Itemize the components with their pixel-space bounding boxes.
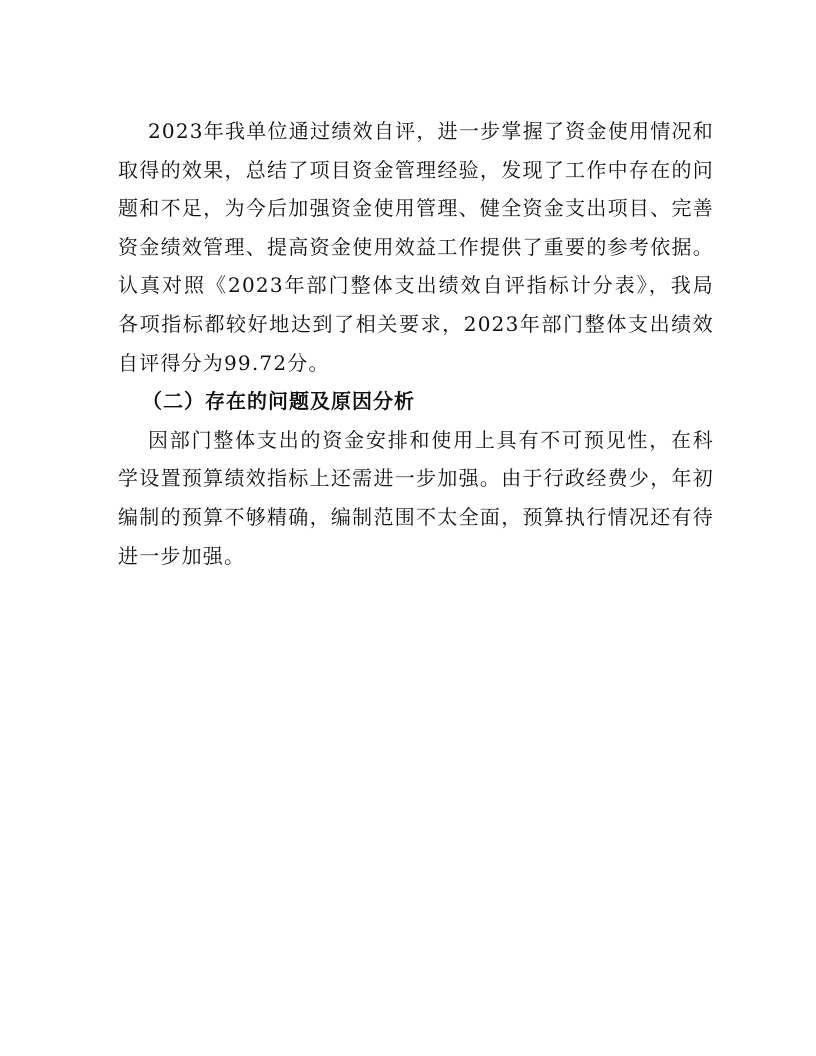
document-body [118,112,714,575]
section-heading-problems: （二）存在的问题及原因分析 [142,389,415,414]
body-paragraph-problems: 因部门整体支出的资金安排和使用上具有不可预见性，在科学设置预算绩效指标上还需进一步加强。由于行政经费少，年初编制的预算不够精确，编制范围不太全面，预算执行情况还有待进一步加强。 [118,427,714,568]
body-paragraph-self-evaluation: 2023年我单位通过绩效自评，进一步掌握了资金使用情况和取得的效果，总结了项目资金管理经验，发现了工作中存在的问题和不足，为今后加强资金使用管理、健全资金支出项目、完善资金绩效管理、提高资金使用效益工作提供了重要的参考依据。认真对照《2023年部门整体支出绩效自评指标计分表》，我局各项指标都较好地达到了相关要求，2023年部门整体支出绩效自评得分为99.72分。 [118,119,714,375]
